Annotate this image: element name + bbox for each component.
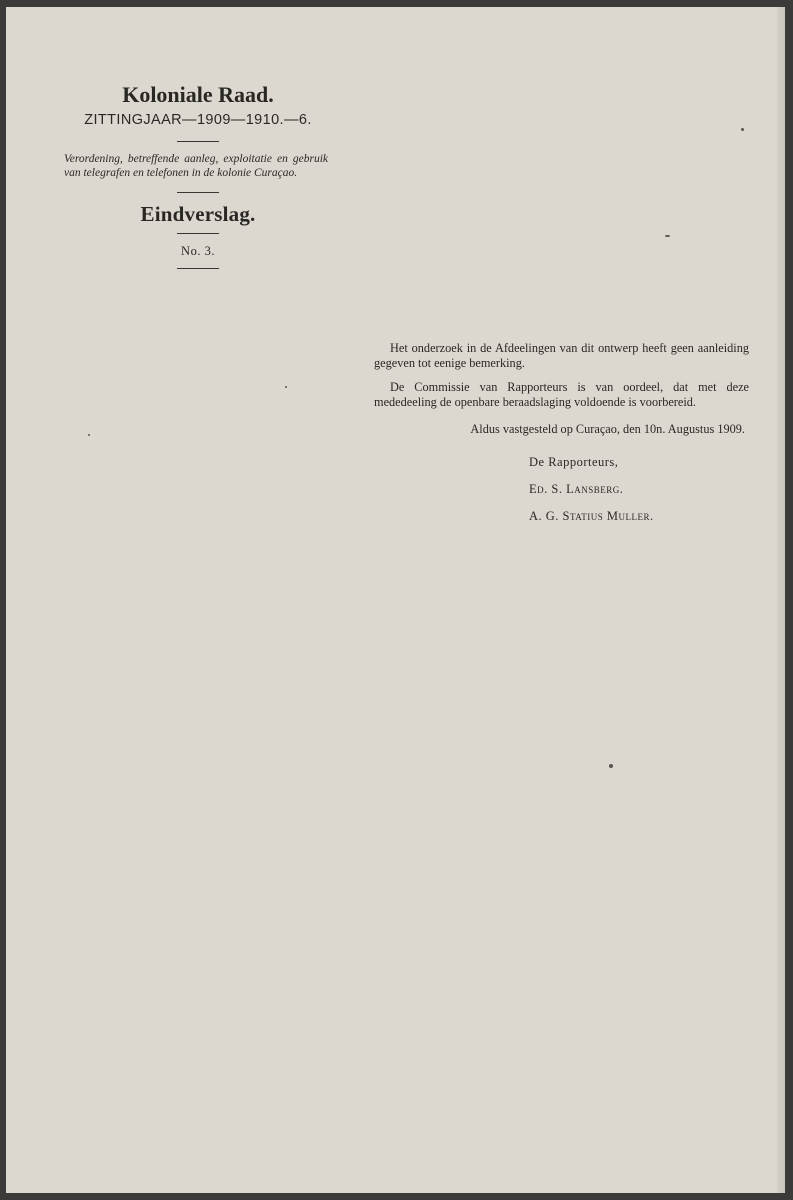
- paper-speck: [741, 128, 744, 131]
- body-paragraph: Het onderzoek in de Afdeelingen van dit ontwerp heeft geen aanleiding gegeven tot eenige bemerking.: [374, 341, 749, 370]
- page-edge: [777, 7, 785, 1193]
- divider-rule: [177, 141, 219, 142]
- paper-speck: [609, 764, 613, 768]
- session-line: ZITTINGJAAR—1909—1910.—6.: [84, 112, 312, 128]
- paper-speck: [88, 434, 90, 436]
- signer-name: Ed. S. Lansberg.: [529, 481, 624, 496]
- paper-speck: [665, 235, 670, 237]
- header-block: [62, 81, 334, 269]
- dateline: Aldus vastgesteld op Curaçao, den 10n. Augustus 1909.: [470, 422, 745, 436]
- divider-rule: [177, 268, 219, 269]
- signature-block: [374, 455, 749, 524]
- divider-rule: [177, 233, 219, 234]
- document-page: [6, 7, 785, 1193]
- report-type: Eindverslag.: [140, 202, 256, 226]
- body-block: [374, 341, 749, 536]
- document-title: Koloniale Raad.: [122, 82, 274, 107]
- body-paragraph: De Commissie van Rapporteurs is van oordeel, dat met deze mededeeling de openbare beraadslaging voldoende is voorbereid.: [374, 380, 749, 409]
- document-number: No. 3.: [181, 244, 215, 258]
- paper-speck: [285, 386, 287, 388]
- subject-text: Verordening, betreffende aanleg, exploitatie en gebruik van telegrafen en telefonen in de kolonie Curaçao.: [64, 153, 328, 179]
- divider-rule: [177, 192, 219, 193]
- signature-heading: De Rapporteurs,: [529, 454, 619, 469]
- signer-name: A. G. Statius Muller.: [529, 508, 654, 523]
